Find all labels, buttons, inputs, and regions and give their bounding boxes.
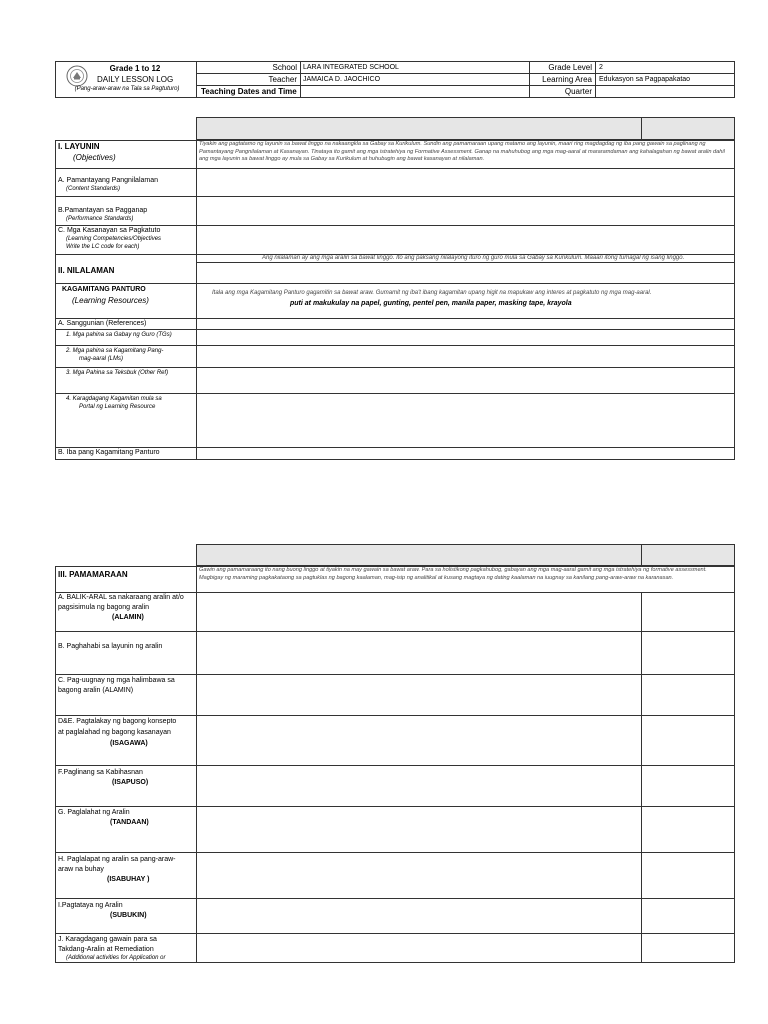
ref-tg: 1. Mga pahina sa Gabay ng Guro (TGs)	[66, 332, 172, 338]
header-title-2: DAILY LESSON LOG	[97, 75, 174, 84]
day-header-shaded	[196, 117, 735, 140]
row-b: B. Paghahabi sa layunin ng aralin	[58, 643, 163, 650]
row-c-line2: bagong aralin (ALAMIN)	[58, 687, 134, 694]
ref-lm-1: 2. Mga pahina sa Kagamitang Pang-	[66, 348, 164, 354]
area-value[interactable]: Edukasyon sa Pagpapakatao	[599, 76, 691, 83]
ref-lm-2: mag-aaral (LMs)	[79, 356, 124, 362]
kagamitan-list: puti at makukulay na papel, gunting, pentel pen, manila paper, masking tape, krayola	[290, 300, 572, 307]
ref-teksbuk: 3. Mga Pahina sa Teksbuk (Other Ref)	[66, 370, 169, 376]
day-header-shaded-2	[196, 544, 735, 566]
deped-seal-icon	[64, 64, 90, 88]
row-f-isapuso: (ISAPUSO)	[112, 779, 149, 786]
row-h-isabuhay: (ISABUHAY )	[107, 876, 150, 883]
row-a-line2: pagsisimula ng bagong aralin	[58, 604, 150, 611]
row-j-line3: (Additional activities for Application or	[66, 955, 166, 961]
pamantayang-pangnilalaman: A. Pamantayang Pangnilalaman	[58, 177, 159, 184]
row-d-line2: at paglalahad ng bagong kasanayan	[58, 729, 171, 736]
teacher-label: Teacher	[268, 75, 297, 84]
area-label: Learning Area	[542, 75, 592, 84]
iba-pang-kagamitan: B. Iba pang Kagamitang Panturo	[58, 449, 160, 456]
row-j-line2: Takdang-Aralin at Remediation	[58, 946, 154, 953]
row-h-line1: H. Paglalapat ng aralin sa pang-araw-	[58, 856, 176, 863]
kagamitan-desc: Itala ang mga Kagamitang Panturo gagamitin sa bawat araw. Gumamit ng iba't ibang kagamitan upang higit na mapukaw ang interes at pagkatuto ng mga mag-aaral.	[212, 290, 652, 296]
row-i-line1: I.Pagtataya ng Aralin	[58, 902, 123, 909]
nilalaman-desc: Ang nilalaman ay ang mga aralin sa bawat linggo. Ito ang paksang nilalayong ituro ng guro mula sa Gabay sa Kurikulum. Maaari itong tumagal ng isang linggo.	[262, 255, 685, 261]
learning-competencies: (Learning Competencies/Objectives	[66, 236, 162, 242]
content-standards: (Content Standards)	[66, 186, 121, 192]
row-c-line1: C. Pag-uugnay ng mga halimbawa sa	[58, 677, 175, 684]
row-d-isagawa: (ISAGAWA)	[110, 740, 148, 747]
row-a-line1: A. BALIK-ARAL sa nakaraang aralin at/o	[58, 594, 184, 601]
nilalaman-title: II. NILALAMAN	[58, 266, 115, 275]
pamantayan-pagganap: B.Pamantayan sa Pagganap	[58, 207, 148, 214]
ref-portal-1: 4. Karagdagang Kagamitan mula sa	[66, 396, 162, 402]
row-i-subukin: (SUBUKIN)	[110, 912, 147, 919]
layunin-desc: Tiyakin ang pagtatamo ng layunin sa bawat linggo na nakaangkla sa Gabay sa Kurikulum. Sundin ang pamamaraan upang matamo ang layunin, maari ring magdagdag ng iba pang gawain sa paglinang ng Pamantayang Pangnilalaman at Kasanayan. Tinataya ito gamit ang mga istratehiya ng Formative Assessment. Ganap na mahuhubog ang mga mag-aaral at mararamdaman ang kahalagahan ng bawat aralin dahil ang mga layunin sa bawat linggo ay mula sa Gabay sa Kurikulum at huhubugin ang bawat kasanayan at nilalaman.	[199, 141, 725, 163]
lc-code: Write the LC code for each)	[66, 244, 140, 250]
grade-value[interactable]: 2	[599, 64, 603, 71]
header-divider	[196, 61, 197, 98]
dates-label: Teaching Dates and Time	[201, 87, 297, 96]
header-title-3: (Pang-araw-araw na Tala sa Pagtuturo)	[74, 86, 180, 92]
pamamaraan-title: III. PAMAMARAAN	[58, 570, 128, 579]
row-f-line1: F.Paglinang sa Kabihasnan	[58, 769, 143, 776]
grade-label: Grade Level	[548, 63, 592, 72]
row-d-line1: D&E. Pagtalakay ng bagong konsepto	[58, 718, 177, 725]
row-a-alamin: (ALAMIN)	[112, 614, 144, 621]
kagamitan-title: KAGAMITANG PANTURO	[62, 286, 146, 293]
quarter-label: Quarter	[564, 87, 592, 96]
row-g-line1: G. Paglalahat ng Aralin	[58, 809, 130, 816]
sanggunian: A. Sanggunian (References)	[58, 320, 147, 327]
performance-standards: (Performance Standards)	[66, 216, 134, 222]
school-label: School	[272, 63, 297, 72]
ref-portal-2: Portal ng Learning Resource	[79, 404, 156, 410]
school-value[interactable]: LARA INTEGRATED SCHOOL	[303, 64, 399, 71]
row-g-tandaan: (TANDAAN)	[110, 819, 149, 826]
layunin-sub: (Objectives)	[73, 153, 116, 162]
layunin-title: I. LAYUNIN	[58, 142, 100, 151]
row-j-line1: J. Karagdagang gawain para sa	[58, 936, 157, 943]
kagamitan-sub: (Learning Resources)	[72, 296, 149, 305]
row-h-line2: araw na buhay	[58, 866, 104, 873]
pamamaraan-desc: Gawin ang pamamaraang ito nang buong linggo at tiyakin na may gawain sa bawat araw. Para sa holistikong pagkahubog, gabayan ang mga mag-aaral gamit ang mga istratehiya ng formative assessment. Magbigay ng maraming pagkakataong sa pagtuklas ng bagong kaalaman, mag-isip ng analitikal at kusang magtaya ng dating kaalaman na iuugnay sa kanilang pang-araw-araw na karanasan.	[199, 567, 707, 581]
teacher-value[interactable]: JAMAICA D. JAOCHICO	[303, 76, 381, 83]
header-title-1: Grade 1 to 12	[109, 64, 161, 73]
kasanayan-pagkatuto: C. Mga Kasanayan sa Pagkatuto	[58, 227, 161, 234]
